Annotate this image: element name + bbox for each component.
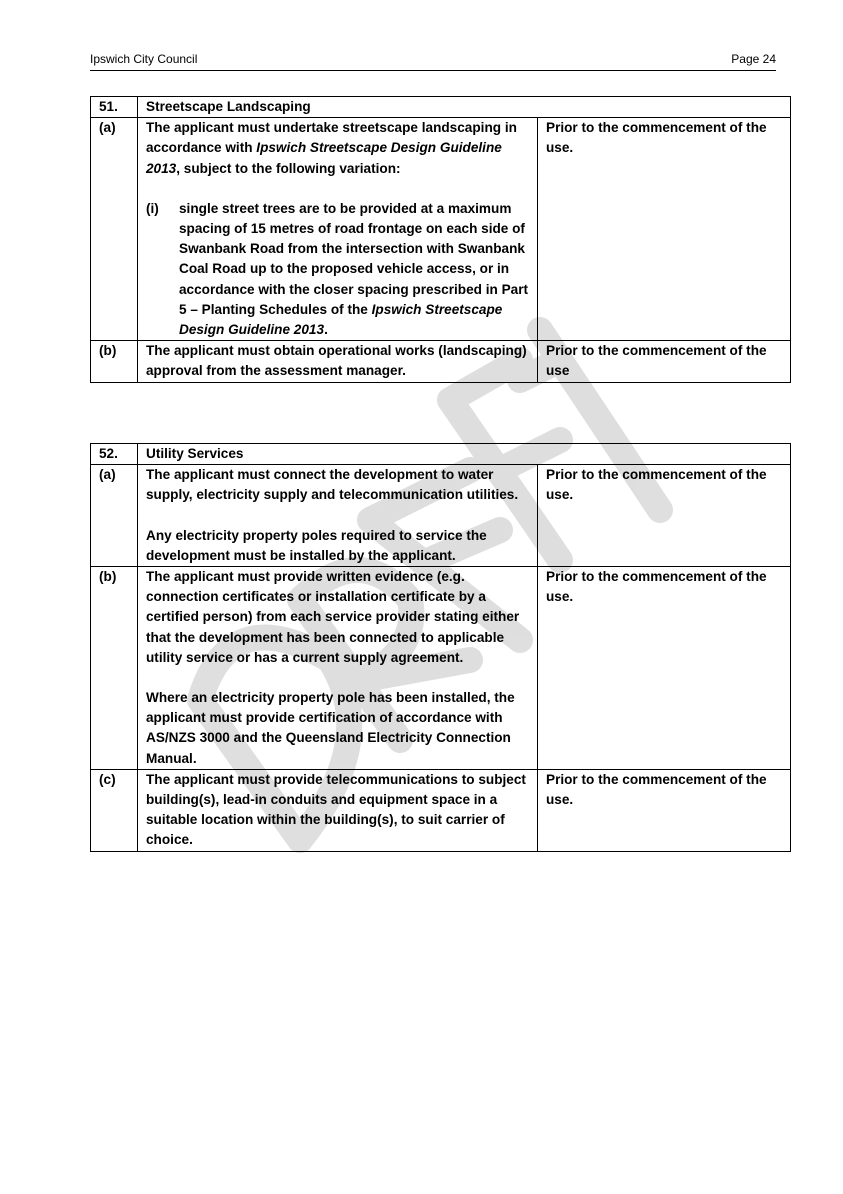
item-label: (b) <box>91 567 138 770</box>
item-label: (b) <box>91 341 138 382</box>
header-org: Ipswich City Council <box>90 52 198 66</box>
condition-title: Streetscape Landscaping <box>138 97 791 118</box>
item-timing: Prior to the commencement of the use. <box>538 567 791 770</box>
header-page-number: Page 24 <box>731 52 776 66</box>
item-paragraph: The applicant must undertake streetscape landscaping in accordance with Ipswich Streetscape Design Guideline 2013, subject to the following variation: <box>146 120 517 176</box>
item-timing: Prior to the commencement of the use. <box>538 118 791 341</box>
item-timing: Prior to the commencement of the use. <box>538 465 791 567</box>
condition-title: Utility Services <box>138 444 791 465</box>
item-paragraph: Any electricity property poles required to service the development must be installed by the applicant. <box>146 527 487 563</box>
item-paragraph: Where an electricity property pole has been installed, the applicant must provide certification of accordance with AS/NZS 3000 and the Queensland Electricity Connection Manual. <box>146 690 515 766</box>
condition-number: 51. <box>91 97 138 118</box>
item-label: (c) <box>91 769 138 851</box>
sub-item-label: (i) <box>146 200 159 216</box>
condition-51-table <box>90 96 791 383</box>
condition-number: 52. <box>91 444 138 465</box>
sub-item-text: single street trees are to be provided at a maximum spacing of 15 metres of road frontage on each side of Swanbank Road from the intersection with Swanbank Coal Road up to the proposed vehicle access, or in accordance with the closer spacing prescribed in Part 5 – Planting Schedules of the Ipswich Streetscape Design Guideline 2013. <box>179 200 529 338</box>
page-header <box>90 50 776 71</box>
item-label: (a) <box>91 465 138 567</box>
item-text <box>138 465 538 567</box>
item-timing: Prior to the commencement of the use <box>538 341 791 382</box>
item-text <box>138 118 538 341</box>
item-timing: Prior to the commencement of the use. <box>538 769 791 851</box>
item-text: The applicant must obtain operational works (landscaping) approval from the assessment manager. <box>138 341 538 382</box>
sub-item <box>146 199 533 340</box>
item-text: The applicant must provide telecommunications to subject building(s), lead-in conduits and equipment space in a suitable location within the building(s), to suit carrier of choice. <box>138 769 538 851</box>
item-paragraph: The applicant must provide written evidence (e.g. connection certificates or installation certificate by a certified person) from each service provider stating either that the development has been connected to applicable utility service or has a current supply agreement. <box>146 569 520 665</box>
item-paragraph: The applicant must connect the development to water supply, electricity supply and telecommunication utilities. <box>146 467 519 503</box>
condition-52-table <box>90 443 791 852</box>
item-label: (a) <box>91 118 138 341</box>
item-text <box>138 567 538 770</box>
